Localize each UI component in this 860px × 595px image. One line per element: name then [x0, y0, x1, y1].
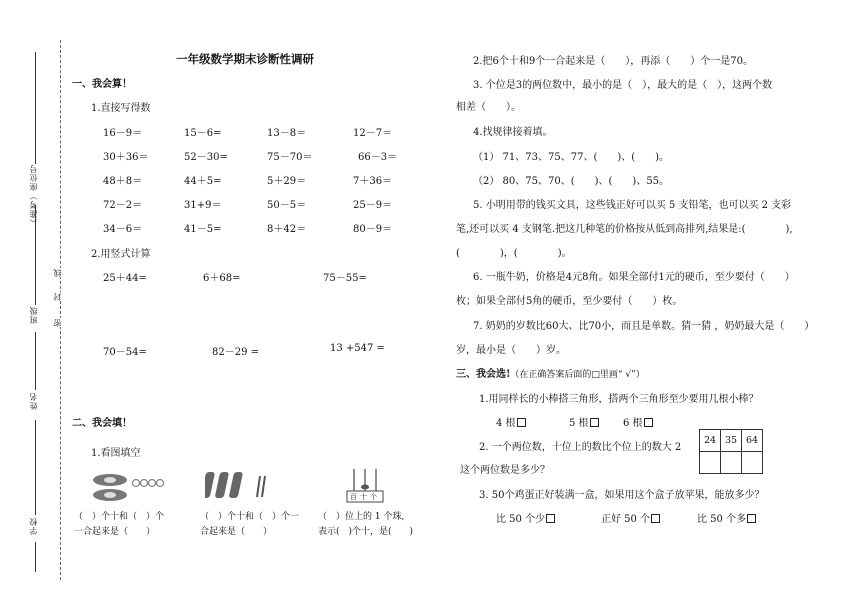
abacus-label-hundreds: 百 — [350, 493, 360, 501]
choice-q3-option[interactable] — [601, 510, 660, 525]
fill-q5-line3: ( )，( )。 — [456, 248, 572, 259]
vertical-item: 70－54= — [103, 347, 147, 358]
calc-item: 16－9＝ — [103, 128, 143, 139]
grid-check-cell[interactable] — [700, 452, 721, 474]
fill-q6-line1: 6. 一瓶牛奶，价格是4元8角。如果全部付1元的硬币，至少要付（ ） — [473, 272, 795, 283]
abacus-label-tens: 十 — [360, 493, 370, 501]
page-title: 一年级数学期末诊断性调研 — [176, 52, 314, 66]
calc-item: 13－8＝ — [267, 128, 307, 139]
vertical-item: 25＋44= — [103, 273, 147, 284]
checkbox[interactable] — [651, 514, 660, 523]
q2-heading: 2.用竖式计算 — [91, 249, 151, 260]
seal-line — [60, 40, 61, 580]
choice-q2-line2: 这个两位数是多少？ — [460, 465, 550, 476]
choice-q3: 3. 50个鸡蛋正好装满一盒，如果用这个盒子放苹果，能放多少？ — [479, 490, 765, 501]
fill-q4: 4.找规律接着填。 — [473, 127, 553, 138]
calc-item: 15－6= — [184, 128, 222, 139]
fill-q7-line1: 7. 奶奶的岁数比60大、比70小，而且是单数。猜一猜 ，奶奶最大是（ ） — [473, 321, 815, 332]
calc-item: 66－3＝ — [358, 152, 398, 163]
fill-q3-line1: 3. 个位是3的两位数中，最小的是（ ），最大的是（ ），这两个数 — [473, 80, 773, 91]
grid-number: 24 — [700, 430, 721, 452]
section-3-heading-row — [456, 365, 645, 380]
pic3-text-line1: （ ）位上的 1 个珠, — [318, 512, 405, 522]
fill-q5-line1: 5. 小明用带的钱买文具，这些钱正好可以买 5 支铅笔，也可以买 2 支彩 — [473, 200, 792, 211]
choice-q1-option[interactable] — [496, 414, 526, 429]
binding-line — [35, 542, 36, 572]
option-label: 6 根 — [623, 418, 643, 429]
calc-item: 50－5＝ — [267, 200, 307, 211]
fill-q7-line2: 岁，最小是（ ）岁。 — [456, 345, 566, 356]
checkbox[interactable] — [517, 418, 526, 427]
checkbox[interactable] — [747, 514, 756, 523]
calc-item: 12－7＝ — [353, 128, 393, 139]
vertical-item: 6＋68= — [203, 273, 241, 284]
vertical-item: 13 +547 = — [330, 343, 385, 354]
calc-item: 41－5= — [184, 224, 222, 235]
calc-item: 31+9＝ — [184, 200, 222, 211]
calc-item: 72－2＝ — [103, 200, 143, 211]
option-label: 比 50 个少 — [496, 514, 546, 525]
fill-q1-heading: 1.看图填空 — [91, 448, 141, 459]
choice-q1: 1.用同样长的小棒搭三角形，搭两个三角形至少要用几根小棒？ — [479, 394, 759, 405]
checkbox[interactable] — [546, 514, 555, 523]
section-2-heading: 二、我会填！ — [72, 418, 132, 429]
option-label: 5 根 — [569, 418, 589, 429]
option-label: 4 根 — [496, 418, 516, 429]
pic2-text-line1: （ ）个十和（ ）个一 — [200, 512, 300, 522]
fill-q5-line2: 笔,还可以买 4 支钢笔.把这几种笔的价格按从低到高排列,结果是:( ), — [456, 224, 793, 235]
pic2-text-line2: 合起来是（ ） — [200, 527, 273, 537]
tens-bars-picture — [205, 468, 271, 500]
fill-q6-line2: 枚；如果全部付5角的硬币，至少要付（ ）枚。 — [456, 296, 683, 307]
calc-item: 34－6＝ — [103, 224, 143, 235]
abacus-label-ones: 个 — [370, 493, 380, 501]
fill-q2: 2.把6个十和9个一合起来是（ ），再添（ ）个一是70。 — [473, 56, 753, 67]
school-label: 学校 — [29, 517, 38, 535]
stick-bundles-picture — [88, 470, 172, 506]
grid-number: 35 — [721, 430, 742, 452]
name-label: 姓名 — [29, 392, 38, 410]
calc-item: 48＋8＝ — [103, 176, 143, 187]
vertical-item: 82－29 = — [212, 347, 260, 358]
pic1-text-line1: （ ）个十和（ ）个 — [74, 512, 165, 522]
checkbox[interactable] — [644, 418, 653, 427]
choice-q2-grid — [699, 429, 763, 474]
section-3-note: （在正确答案后面的□里画“ √”） — [510, 370, 645, 380]
checkbox[interactable] — [590, 418, 599, 427]
option-label: 正好 50 个 — [601, 514, 651, 525]
calc-item: 52－30= — [184, 152, 228, 163]
grid-number: 64 — [742, 430, 763, 452]
seal-mi: 密 — [53, 318, 62, 327]
choice-q1-option[interactable] — [569, 414, 599, 429]
binding-line — [35, 420, 36, 515]
abacus-picture — [345, 467, 385, 503]
calc-item: 7＋36＝ — [353, 176, 393, 187]
vertical-item: 75－55= — [323, 273, 367, 284]
binding-line — [35, 52, 36, 164]
fill-q4-part2: （2） 80、75、70、( )、( )、55。 — [473, 176, 670, 187]
fill-q3-line2: 相差（ ）。 — [456, 102, 521, 113]
choice-q2-line1: 2. 一个两位数，十位上的数比个位上的数大 2 — [479, 442, 682, 453]
option-label: 比 50 个多 — [697, 514, 747, 525]
choice-q3-option[interactable] — [697, 510, 756, 525]
calc-item: 80－9＝ — [353, 224, 393, 235]
grid-check-cell[interactable] — [721, 452, 742, 474]
pic1-text-line2: 一合起来是（ ） — [74, 527, 156, 537]
calc-item: 8＋42＝ — [267, 224, 307, 235]
q1-heading: 1.直接写得数 — [91, 103, 151, 114]
class-label: 班级 — [29, 306, 38, 324]
binding-line — [35, 332, 36, 390]
choice-q3-option[interactable] — [496, 510, 555, 525]
calc-item: 5＋29＝ — [267, 176, 307, 187]
calc-item: 75－70＝ — [267, 152, 313, 163]
section-1-heading: 一、我会算！ — [72, 79, 132, 90]
seat-label: （准考）座位号 — [29, 164, 38, 227]
calc-item: 25－9＝ — [353, 200, 393, 211]
section-3-heading: 三、我会选! — [456, 369, 511, 380]
fill-q4-part1: （1） 71、73、75、77、( )、( )。 — [473, 152, 670, 163]
pic3-text-line2: 表示( )个十，是( ) — [318, 527, 414, 537]
binding-line — [35, 205, 36, 305]
seal-feng: 封 — [53, 292, 62, 301]
calc-item: 44＋5= — [184, 176, 222, 187]
grid-check-cell[interactable] — [742, 452, 763, 474]
calc-item: 30＋36＝ — [103, 152, 149, 163]
seal-xian: 线 — [53, 268, 62, 277]
choice-q1-option[interactable] — [623, 414, 653, 429]
